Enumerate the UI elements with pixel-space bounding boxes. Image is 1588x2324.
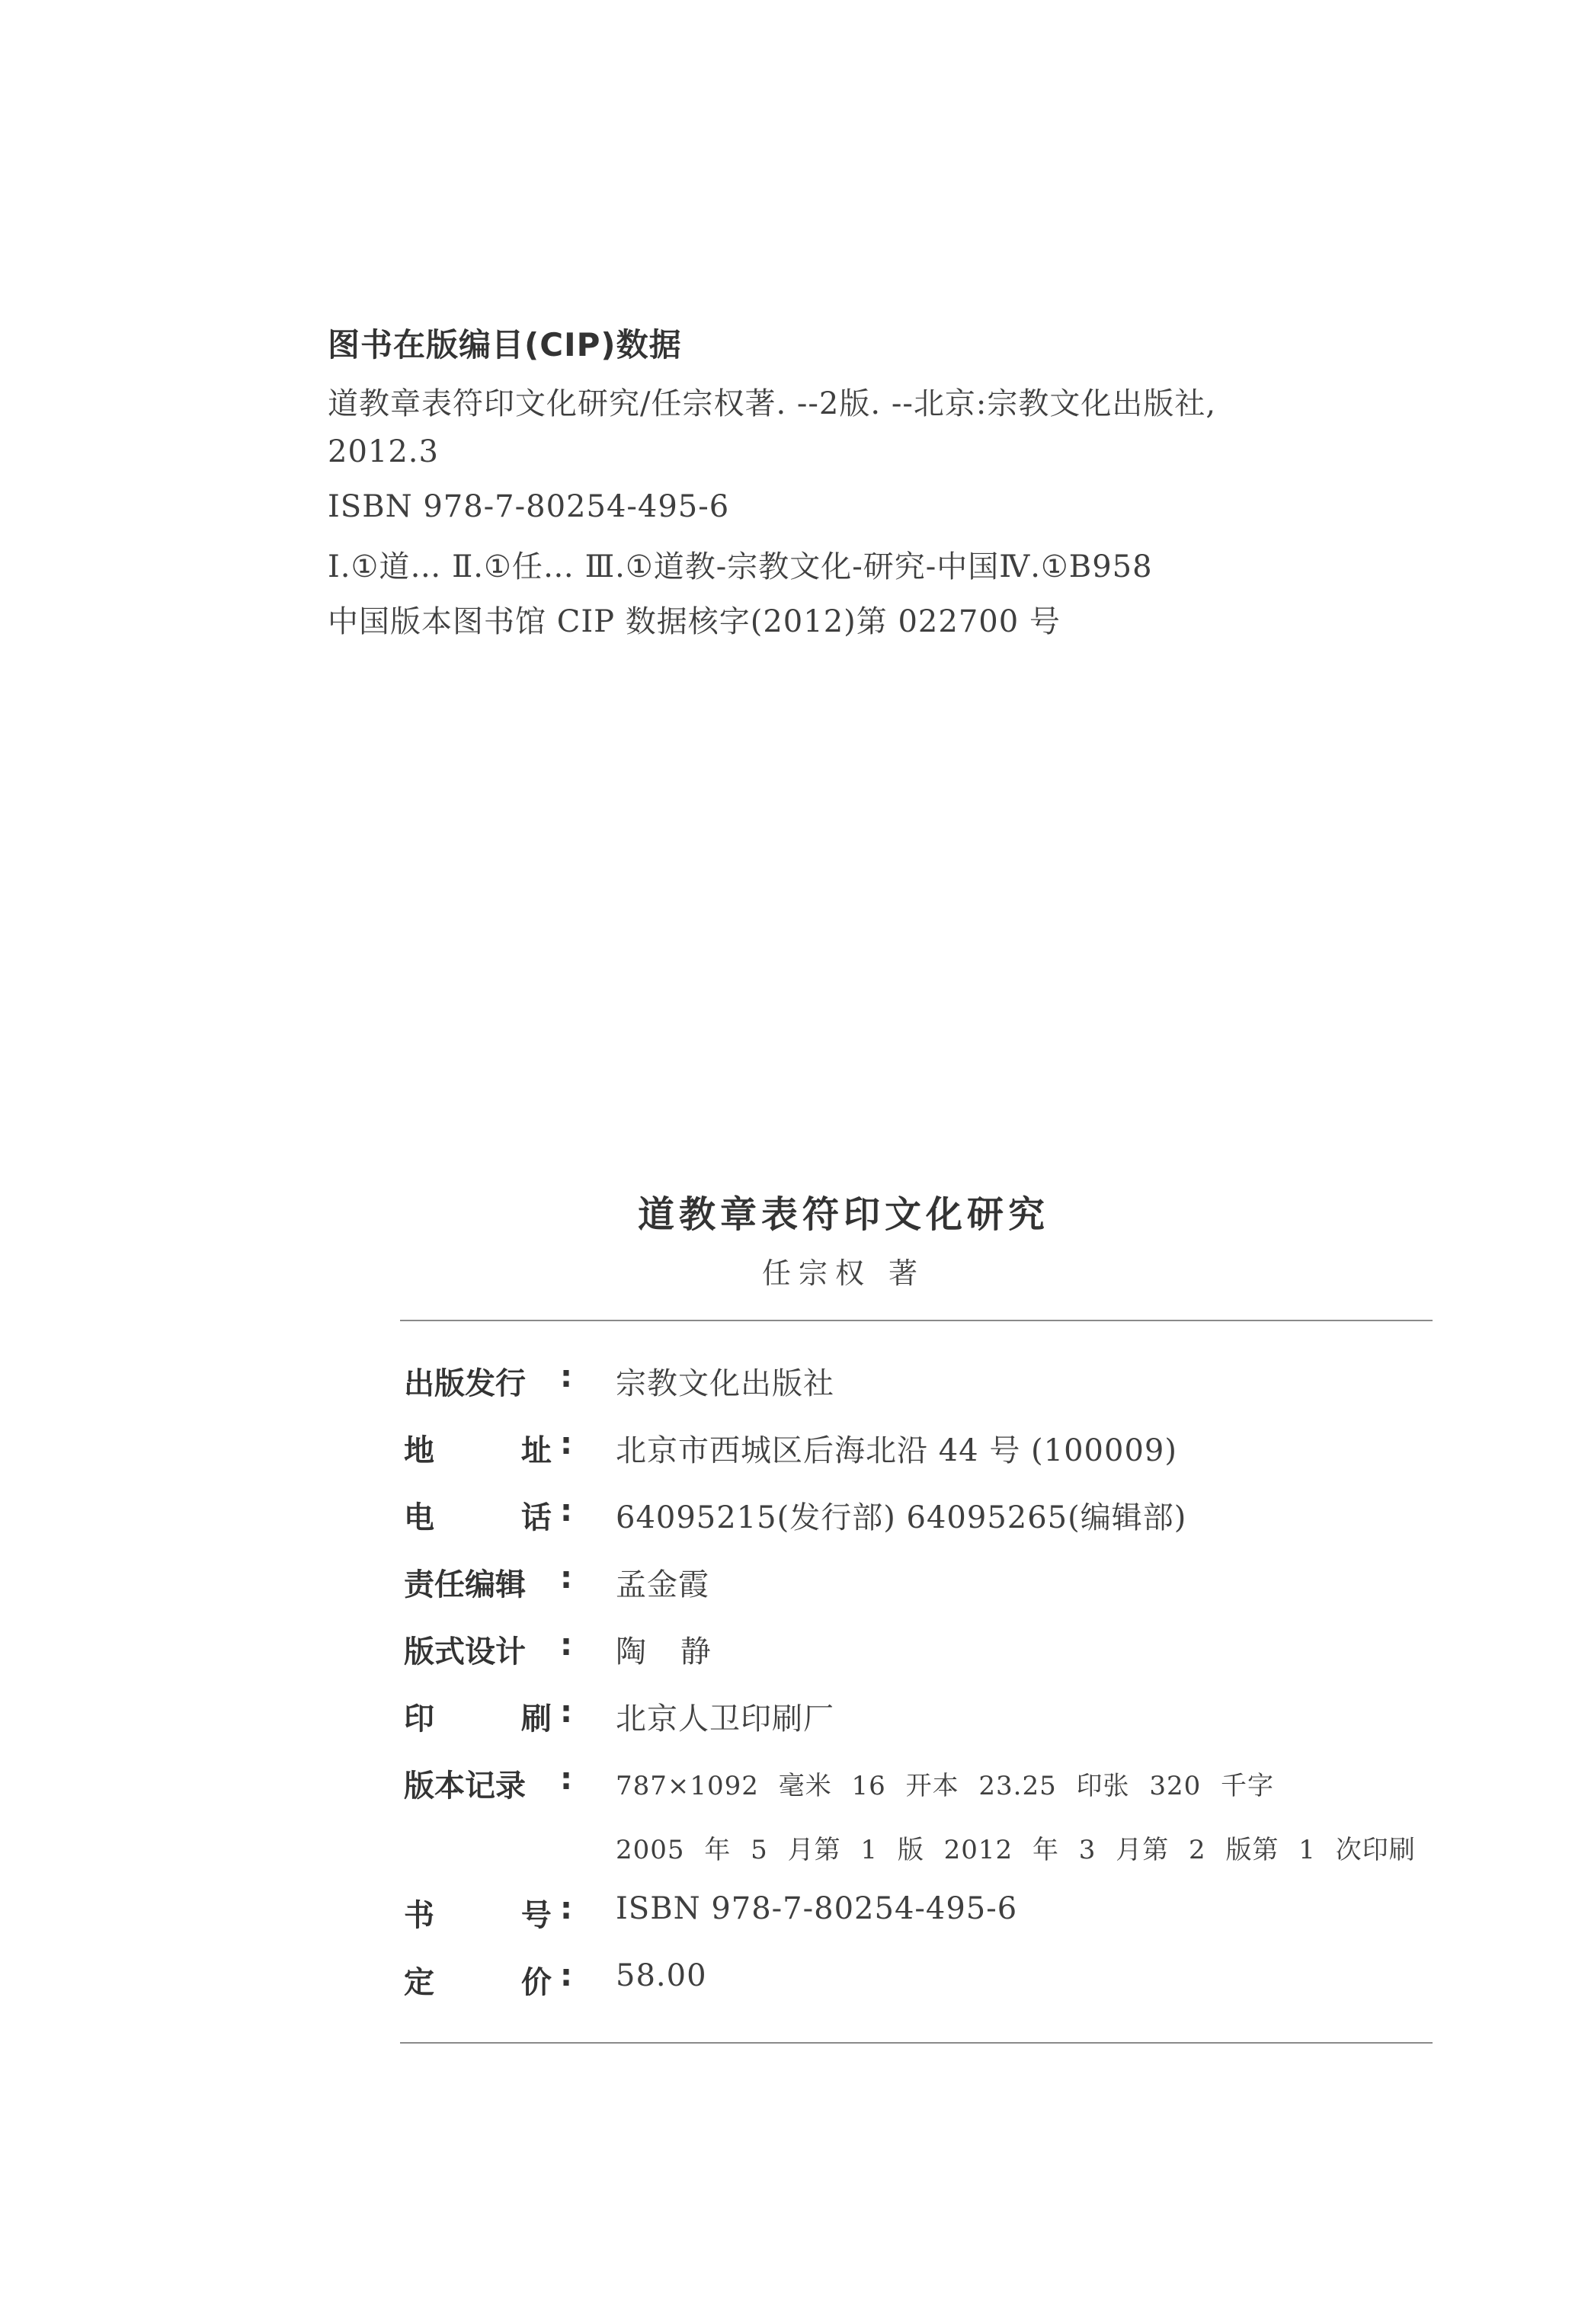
editor-value: 孟金霞 <box>616 1567 709 1602</box>
editor-label: 责任编辑 <box>404 1567 526 1602</box>
cip-isbn-line: ISBN 978-7-80254-495-6 <box>328 489 730 524</box>
colon: : <box>560 1958 572 1993</box>
price-value: 58.00 <box>616 1958 707 1993</box>
cip-heading: 图书在版编目(CIP)数据 <box>328 326 682 363</box>
colon: : <box>560 1426 572 1461</box>
phone-label: 电 话 <box>404 1500 552 1535</box>
cip-entry-line: 道教章表符印文化研究/任宗权著. --2版. --北京:宗教文化出版社, <box>328 386 1217 421</box>
book-title: 道教章表符印文化研究 <box>637 1193 1049 1236</box>
phone-value: 64095215(发行部) 64095265(编辑部) <box>616 1500 1187 1535</box>
bottom-divider <box>400 2042 1433 2044</box>
address-label: 地 址 <box>404 1433 552 1468</box>
isbn-value: ISBN 978-7-80254-495-6 <box>616 1891 1018 1926</box>
isbn-label: 书 号 <box>404 1898 552 1933</box>
cip-record-number: 中国版本图书馆 CIP 数据核字(2012)第 022700 号 <box>328 604 1061 639</box>
cip-date-line: 2012.3 <box>328 434 439 469</box>
printer-value: 北京人卫印刷厂 <box>616 1701 834 1737</box>
colon: : <box>560 1561 572 1596</box>
colon: : <box>560 1762 572 1797</box>
colon: : <box>560 1493 572 1529</box>
price-label: 定 价 <box>404 1965 552 2000</box>
record-label: 版本记录 <box>404 1769 526 1804</box>
printer-label: 印 刷 <box>404 1701 552 1737</box>
publisher-value: 宗教文化出版社 <box>616 1366 834 1401</box>
designer-value: 陶 静 <box>616 1634 712 1669</box>
record-line-1: 787×1092 毫米 16 开本 23.25 印张 320 千字 <box>616 1771 1275 1801</box>
colon: : <box>560 1628 572 1663</box>
publisher-label: 出版发行 <box>404 1366 526 1401</box>
record-line-2: 2005 年 5 月第 1 版 2012 年 3 月第 2 版第 1 次印刷 <box>616 1835 1416 1865</box>
colon: : <box>560 1695 572 1730</box>
top-divider <box>400 1320 1433 1321</box>
designer-label: 版式设计 <box>404 1634 526 1669</box>
colon: : <box>560 1359 572 1394</box>
address-value: 北京市西城区后海北沿 44 号 (100009) <box>616 1433 1177 1468</box>
cip-classification-line: Ⅰ.①道… Ⅱ.①任… Ⅲ.①道教-宗教文化-研究-中国Ⅳ.①B958 <box>328 549 1153 584</box>
book-author: 任宗权 著 <box>761 1256 926 1290</box>
colon: : <box>560 1891 572 1926</box>
